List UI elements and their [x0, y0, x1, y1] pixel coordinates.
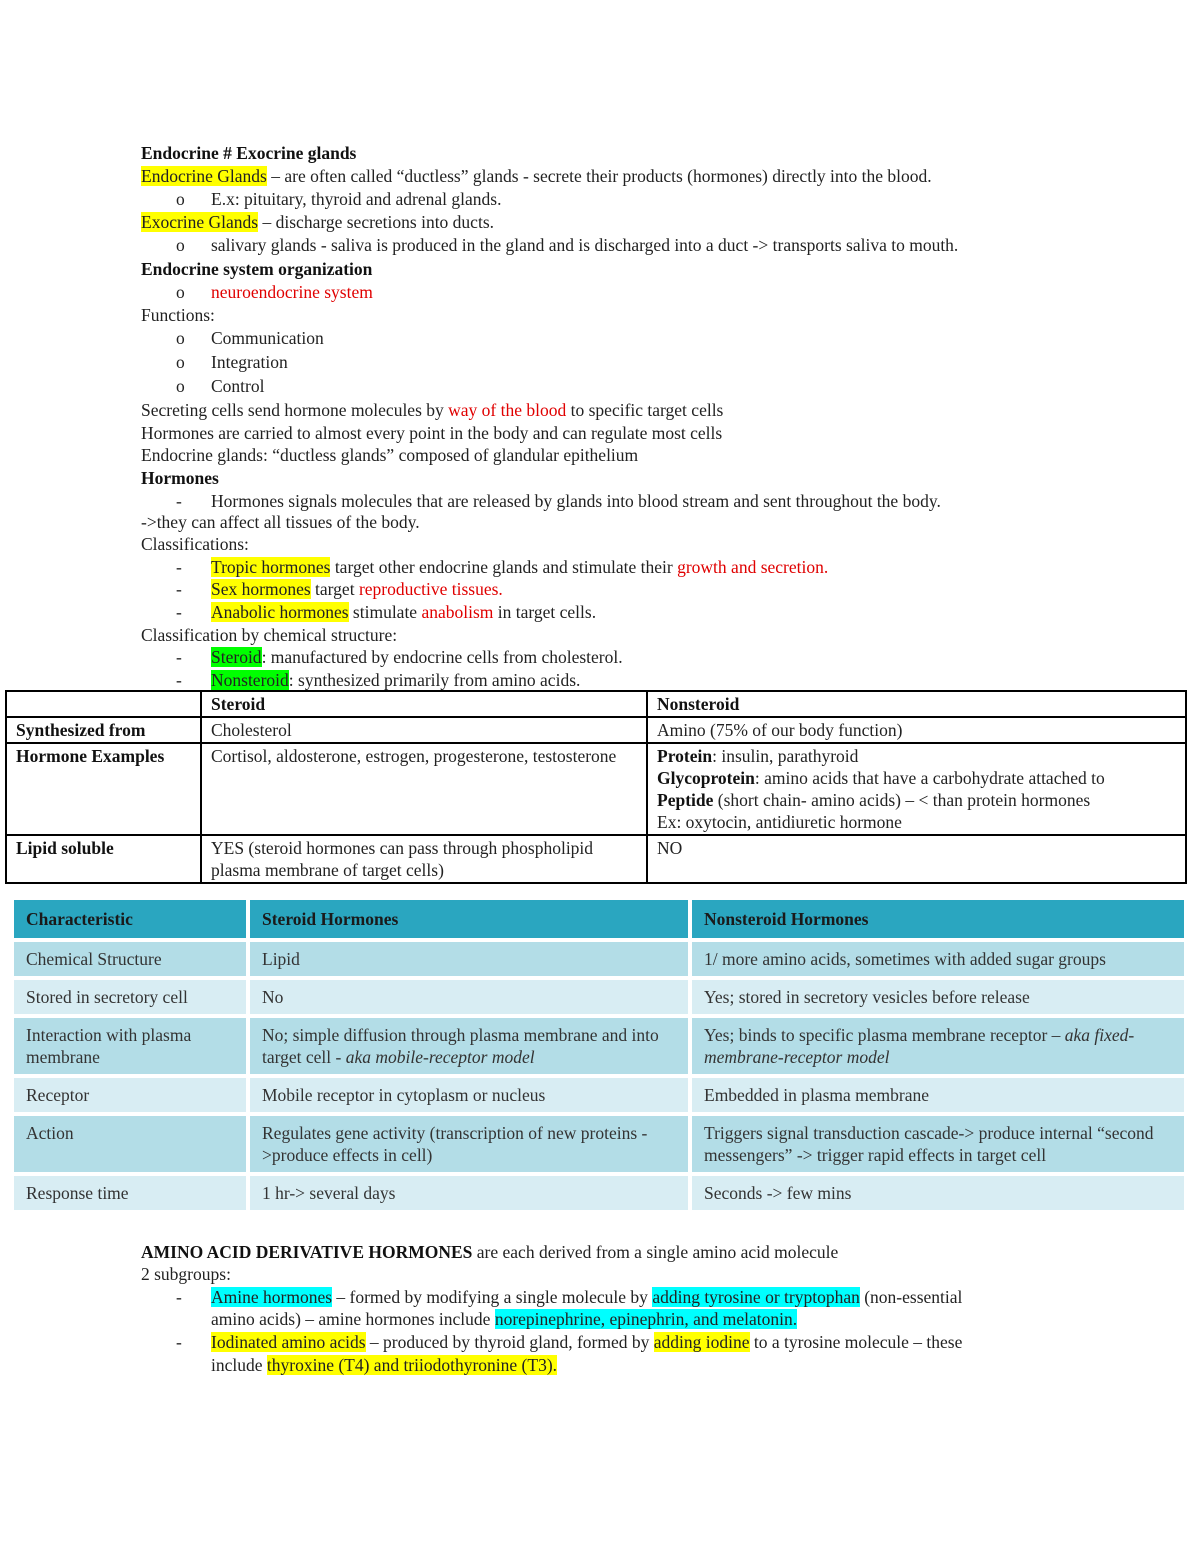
- table-row: Steroid Nonsteroid: [6, 691, 1186, 717]
- paragraph: Hormones are carried to almost every point in the body and can regulate most cells: [141, 423, 723, 443]
- section-title: Endocrine system organization: [141, 259, 373, 279]
- paragraph: amino acids) – amine hormones include norepinephrine, epinephrin, and melatonin.: [211, 1309, 798, 1329]
- paragraph: include thyroxine (T4) and triiodothyronine (T3).: [211, 1355, 558, 1375]
- section-title: Hormones: [141, 468, 219, 488]
- paragraph: Classification by chemical structure:: [141, 625, 398, 645]
- hormone-comparison-table: [10, 896, 1188, 1214]
- document-page: Endocrine # Exocrine glands Endocrine Glands – are often called “ductless” glands - secrete their products (hormones) directly into the blood. o E.x: pituitary, thyroid and adrenal glands. Exocrine Glands – discharge secretions into ducts. o salivary glands - saliva is produced in the gland and is discharged into a duct -> transports saliva to mouth. Endocrine system organization o neuroendocrine system Functions: o Communication o Integration o Control Secreting cells send hormone molecules by way of the blood to specific target cells Hormones are carried to almost every point in the body and can regulate most cells Endocrine glands: “ductless glands” composed of glandular epithelium Hormones - Hormones signals molecules that are released by glands into blood stream and sent throughout the body. ->they can affect all tissues of the body. Classifications: - Tropic hormones target other endocrine glands and stimulate their growth and secretion. - Sex hormones target reproductive tissues. - Anabolic hormones stimulate anabolism in target cells. Classification by chemical structure: - Steroid: manufactured by endocrine cells from cholesterol. - Nonsteroid: synthesized primarily from amino acids. Steroid Nonsteroid Synthesized from Cholesterol Amino (75% of our body function) Hormone Examples Cortisol, aldosterone, estrogen, progesterone, testosterone Protein: insulin, parathyroid Glycoprotein: amino acids that have a carbohydrate attached to Peptide (short chain- amino acids) – < than protein hormones Ex: oxytocin, antidiuretic hormone Lipid soluble YES (steroid hormones can pass through phospholipid plasma membrane of target cells) NO Characteristic Steroid Hormones Nonsteroid Hormones Chemical Structure Lipid 1/ more amino acids, sometimes with added sugar groups Stored in secretory cell No Yes; stored in secretory vesicles before release Interaction with plasma membrane No; simple diffusion through plasma membrane and into target cell - aka mobile-receptor model Yes; binds to specific plasma membrane receptor – aka fixed-membrane-receptor model Receptor Mobile receptor in cytoplasm or nucleus Embedded in plasma membrane Action Regulates gene activity (transcription of new proteins ->produce effects in cell) Triggers signal transduction cascade-> produce internal “second messengers” -> trigger rapid effects in target cell Response time 1 hr-> several days Seconds -> few mins AMINO ACID DERIVATIVE HORMONES are each derived from a single amino acid molecule 2 subgroups: - Amine hormones – formed by modifying a single molecule by adding tyrosine or tryptophan (non-essential amino acids) – amine hormones include norepinephrine, epinephrin, and melatonin. - Iodinated amino acids – produced by thyroid gland, formed by adding iodine to a tyrosine molecule – these include thyroxine (T4) and triiodothyronine (T3).: [0, 0, 1200, 1553]
- table-row: Interaction with plasma membrane No; simple diffusion through plasma membrane and into target cell - aka mobile-receptor model Yes; binds to specific plasma membrane receptor – aka fixed-membrane-receptor model: [14, 1018, 1184, 1074]
- paragraph: Secreting cells send hormone molecules by way of the blood to specific target cells: [141, 400, 724, 420]
- table-row: Lipid soluble YES (steroid hormones can pass through phospholipid plasma membrane of target cells) NO: [6, 835, 1186, 883]
- table-header-row: Characteristic Steroid Hormones Nonsteroid Hormones: [14, 900, 1184, 938]
- section-title: Endocrine # Exocrine glands: [141, 143, 357, 163]
- steroid-nonsteroid-table: [5, 690, 1187, 884]
- table-row: Receptor Mobile receptor in cytoplasm or nucleus Embedded in plasma membrane: [14, 1078, 1184, 1112]
- paragraph: 2 subgroups:: [141, 1264, 231, 1284]
- paragraph: Endocrine Glands – are often called “ductless” glands - secrete their products (hormones) directly into the blood.: [141, 166, 932, 186]
- section-title: AMINO ACID DERIVATIVE HORMONES are each derived from a single amino acid molecule: [141, 1242, 839, 1262]
- table-row: Hormone Examples Cortisol, aldosterone, estrogen, progesterone, testosterone Protein: insulin, parathyroid Glycoprotein: amino acids that have a carbohydrate attached to Peptide (short chain- amino acids) – < than protein hormones Ex: oxytocin, antidiuretic hormone: [6, 743, 1186, 835]
- table-row: Action Regulates gene activity (transcription of new proteins ->produce effects in cell) Triggers signal transduction cascade-> produce internal “second messengers” -> trigger rapid effects in target cell: [14, 1116, 1184, 1172]
- paragraph: Endocrine glands: “ductless glands” composed of glandular epithelium: [141, 445, 639, 465]
- table-row: Synthesized from Cholesterol Amino (75% of our body function): [6, 717, 1186, 743]
- paragraph: Exocrine Glands – discharge secretions into ducts.: [141, 212, 494, 232]
- table-row: Stored in secretory cell No Yes; stored in secretory vesicles before release: [14, 980, 1184, 1014]
- table-row: Chemical Structure Lipid 1/ more amino acids, sometimes with added sugar groups: [14, 942, 1184, 976]
- paragraph: ->they can affect all tissues of the body.: [141, 512, 420, 532]
- paragraph: Functions:: [141, 305, 215, 325]
- highlight: Endocrine Glands: [141, 166, 267, 186]
- highlight: Exocrine Glands: [141, 212, 259, 232]
- paragraph: Classifications:: [141, 534, 249, 554]
- table-row: Response time 1 hr-> several days Seconds -> few mins: [14, 1176, 1184, 1210]
